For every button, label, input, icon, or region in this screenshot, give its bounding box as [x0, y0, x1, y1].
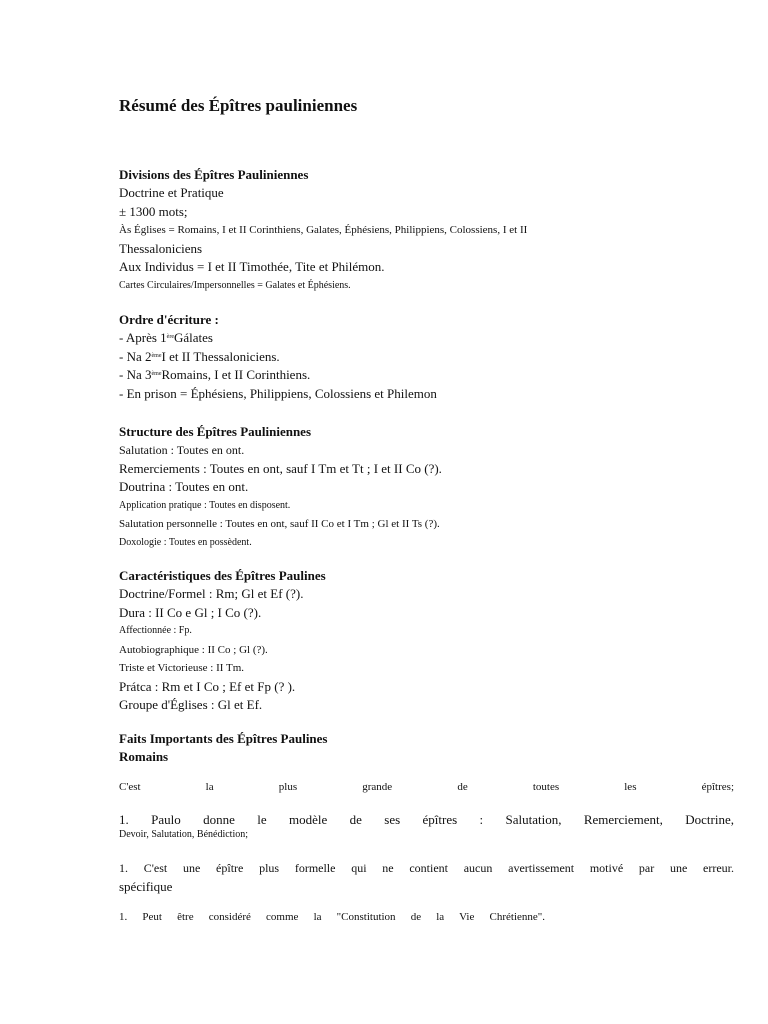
- structure-line: Application pratique : Toutes en disposent.: [119, 499, 291, 511]
- ordre-item: - Na 2èmeI et II Thessaloniciens.: [119, 348, 280, 364]
- divisions-line: Cartes Circulaires/Impersonnelles = Galates et Éphésiens.: [119, 279, 351, 291]
- structure-line: Doutrina : Toutes en ont.: [119, 479, 249, 494]
- divisions-line: ± 1300 mots;: [119, 203, 188, 219]
- ordre-item: - En prison = Éphésiens, Philippiens, Colossiens et Philemon: [119, 385, 437, 401]
- divisions-line: Doctrine et Pratique: [119, 185, 224, 200]
- structure-line: Remerciements : Toutes en ont, sauf I Tm et Tt ; I et II Co (?).: [119, 460, 442, 476]
- faits-paragraph: 1. C'est une épître plus formelle qui ne contient aucun avertissement motivé par une erreur.: [119, 861, 734, 875]
- section-faits: [119, 730, 734, 766]
- section-structure: [119, 423, 734, 552]
- caracteristiques-line: Triste et Victorieuse : II Tm.: [119, 662, 245, 674]
- section-ordre: [119, 311, 734, 403]
- section-divisions: [119, 166, 734, 295]
- faits-paragraph: Devoir, Salutation, Bénédiction;: [119, 829, 249, 840]
- ordre-item: - Après 1èreGálates: [119, 330, 213, 345]
- structure-heading: Structure des Épîtres Pauliniennes: [119, 424, 312, 439]
- caracteristiques-line: Prátca : Rm et I Co ; Ef et Fp (? ).: [119, 678, 296, 694]
- section-caracteristiques: [119, 567, 734, 715]
- structure-line: Doxologie : Toutes en possèdent.: [119, 536, 252, 548]
- faits-heading: Faits Importants des Épîtres Paulines: [119, 731, 328, 746]
- faits-paragraph: 1. Peut être considéré comme la "Constitution de la Vie Chrétienne".: [119, 911, 545, 923]
- caracteristiques-line: Affectionnée : Fp.: [119, 625, 192, 636]
- page-title: Résumé des Épîtres pauliniennes: [119, 96, 358, 115]
- caracteristiques-line: Doctrine/Formel : Rm; Gl et Ef (?).: [119, 586, 304, 601]
- divisions-line: Thessaloniciens: [119, 240, 203, 256]
- faits-subheading: Romains: [119, 749, 169, 764]
- ordre-item: - Na 3èmeRomains, I et II Corinthiens.: [119, 367, 311, 382]
- divisions-line: Às Églises = Romains, I et II Corinthiens, Galates, Éphésiens, Philippiens, Colossiens, I et II: [119, 224, 528, 236]
- faits-paragraph: 1. Paulo donne le modèle de ses épîtres : Salutation, Remerciement, Doctrine,: [119, 812, 734, 827]
- caracteristiques-line: Groupe d'Églises : Gl et Ef.: [119, 697, 263, 712]
- ordre-heading: Ordre d'écriture :: [119, 312, 219, 327]
- caracteristiques-heading: Caractéristiques des Épîtres Paulines: [119, 568, 326, 583]
- divisions-heading: Divisions des Épîtres Pauliniennes: [119, 167, 309, 182]
- faits-paragraph: spécifique: [119, 879, 173, 894]
- faits-paragraph: C'est la plus grande de toutes les épîtres;: [119, 781, 734, 793]
- caracteristiques-line: Dura : II Co e Gl ; I Co (?).: [119, 604, 262, 620]
- caracteristiques-line: Autobiographique : II Co ; Gl (?).: [119, 643, 268, 656]
- structure-line: Salutation : Toutes en ont.: [119, 443, 245, 457]
- structure-line: Salutation personnelle : Toutes en ont, sauf II Co et I Tm ; Gl et II Ts (?).: [119, 518, 440, 530]
- divisions-line: Aux Individus = I et II Timothée, Tite et Philémon.: [119, 259, 385, 274]
